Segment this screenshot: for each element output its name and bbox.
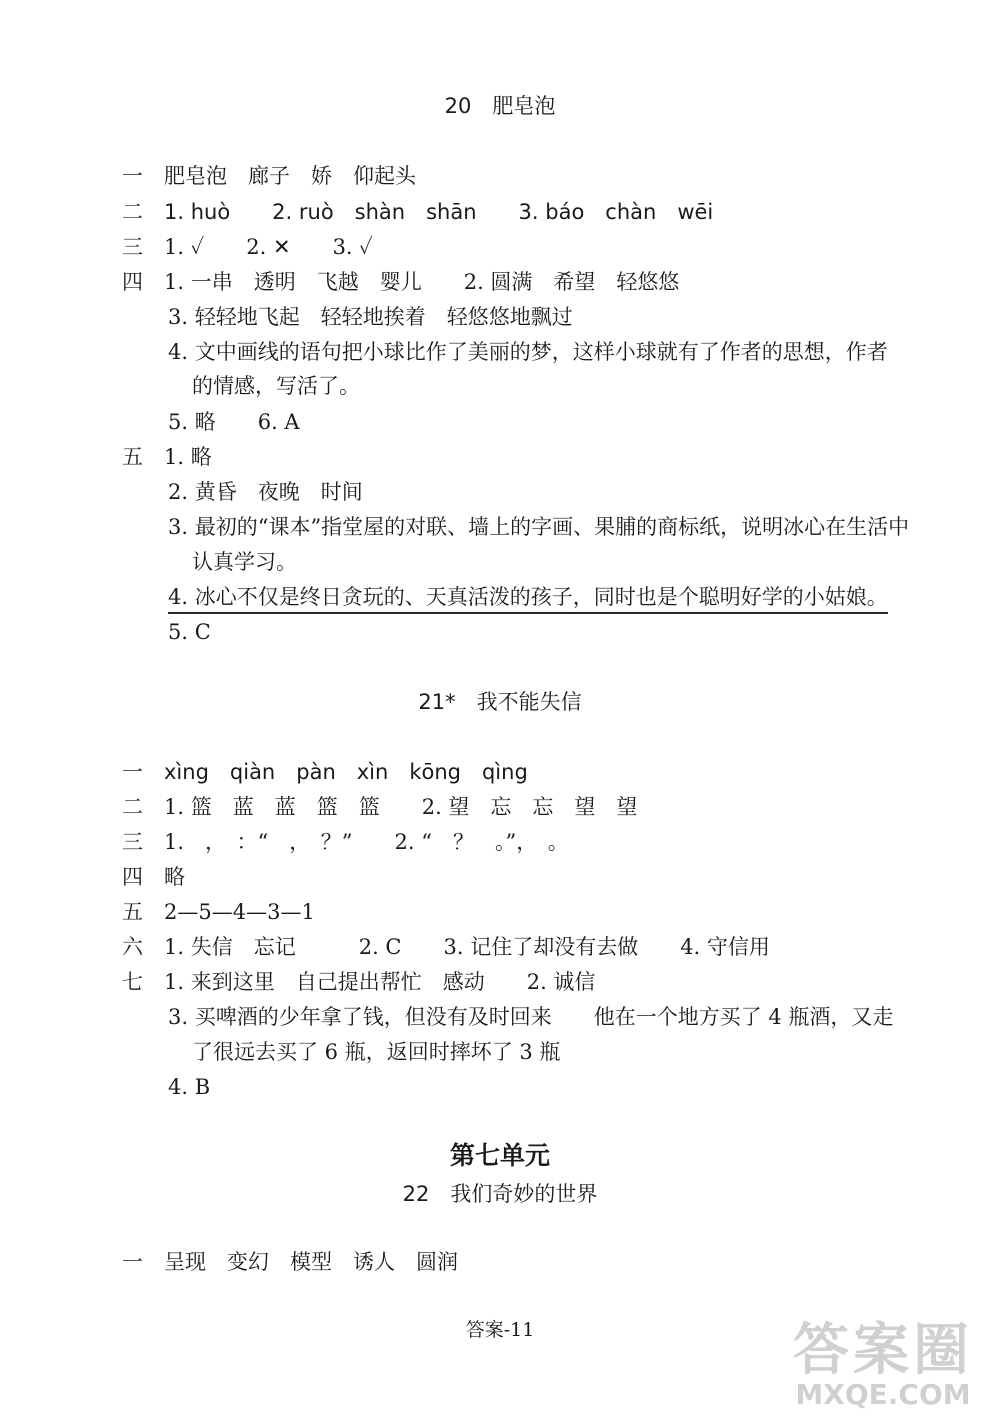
lesson-21-title: 21* 我不能失信 <box>418 690 582 714</box>
s21-q7-3: 3. 买啤酒的少年拿了钱，但没有及时回来 他在一个地方买了 4 瓶酒，又走 <box>168 1005 894 1029</box>
s20-q4-1: 四 1. 一串 透明 飞越 婴儿 2. 圆满 希望 轻悠悠 <box>122 270 680 294</box>
s21-q7-4: 4. B <box>168 1075 211 1099</box>
s20-q5-4: 4. 冰心不仅是终日贪玩的、天真活泼的孩子，同时也是个聪明好学的小姑娘。 <box>168 583 888 614</box>
s20-q2: 二 1. huò 2. ruò shàn shān 3. báo chàn wēi <box>122 200 714 224</box>
lesson-20-title: 20 肥皂泡 <box>444 94 556 118</box>
page-number: 答案-11 <box>465 1319 535 1341</box>
s21-q3: 三 1. ， ：“ ， ？” 2. “ ？ 。”， 。 <box>122 830 569 854</box>
s20-q5-3: 3. 最初的“课本”指堂屋的对联、墙上的字画、果脯的商标纸，说明冰心在生活中 <box>168 515 910 539</box>
s20-q4-4-cont: 的情感，写活了。 <box>192 374 360 398</box>
s21-q7-1: 七 1. 来到这里 自己提出帮忙 感动 2. 诚信 <box>122 970 596 994</box>
unit-7-title: 第七单元 <box>449 1141 550 1170</box>
s20-q5-2: 2. 黄昏 夜晚 时间 <box>168 480 363 504</box>
lesson-22-title: 22 我们奇妙的世界 <box>402 1182 598 1206</box>
s21-q1: 一 xìng qiàn pàn xìn kōng qìng <box>122 760 528 784</box>
s20-q4-3: 3. 轻轻地飞起 轻轻地挨着 轻悠悠地飘过 <box>168 305 573 329</box>
s20-q4-5: 5. 略 6. A <box>168 410 300 434</box>
s20-q3: 三 1. ✓ 2. ✕ 3. ✓ <box>122 235 373 259</box>
s20-q5-1: 五 1. 略 <box>122 445 212 469</box>
s21-q2: 二 1. 篮 蓝 蓝 篮 篮 2. 望 忘 忘 望 望 <box>122 795 638 819</box>
s20-q5-5: 5. C <box>168 620 211 644</box>
s20-q5-3-cont: 认真学习。 <box>192 550 297 574</box>
s21-q7-3-cont: 了很远去买了 6 瓶，返回时摔坏了 3 瓶 <box>192 1040 561 1064</box>
watermark-logo <box>778 1306 988 1416</box>
s21-q5: 五 2—5—4—3—1 <box>122 900 315 924</box>
s21-q4: 四 略 <box>122 865 185 889</box>
watermark-text: 答案圈 <box>793 1318 973 1383</box>
s21-q6: 六 1. 失信 忘记 2. C 3. 记住了却没有去做 4. 守信用 <box>122 935 770 959</box>
watermark-url: MXQE.COM <box>795 1378 971 1411</box>
s20-q1: 一 肥皂泡 廊子 娇 仰起头 <box>122 164 416 188</box>
s20-q4-4: 4. 文中画线的语句把小球比作了美丽的梦，这样小球就有了作者的思想，作者 <box>168 340 888 364</box>
s22-q1: 一 呈现 变幻 模型 诱人 圆润 <box>122 1250 458 1274</box>
